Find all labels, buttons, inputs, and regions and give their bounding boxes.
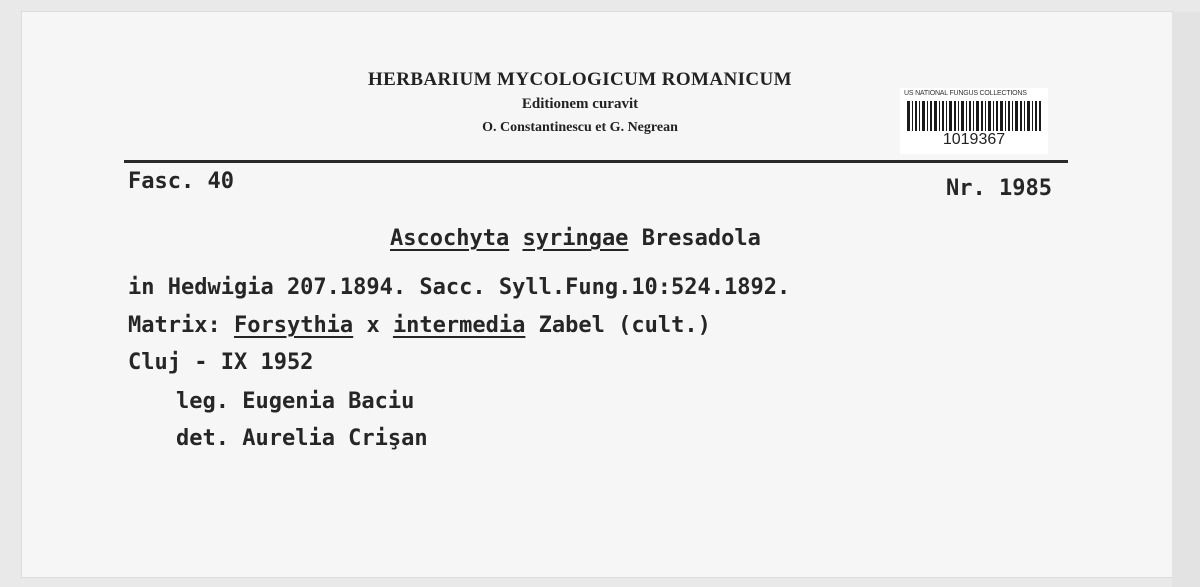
label-header <box>300 68 860 140</box>
matrix-cross: x <box>366 313 380 338</box>
herbarium-title: HERBARIUM MYCOLOGICUM ROMANICUM <box>367 69 793 90</box>
exsiccata-number: Nr. 1985 <box>946 176 1052 201</box>
taxon-epithet: syringae <box>522 226 629 251</box>
matrix-line <box>128 312 711 340</box>
matrix-genus: Forsythia <box>233 313 354 338</box>
determinavit-line: det. Aurelia Crişan <box>176 426 428 451</box>
taxon-author: Bresadola <box>641 226 761 251</box>
taxon-genus: Ascochyta <box>390 226 510 251</box>
citation-line: in Hedwigia 207.1894. Sacc. Syll.Fung.10:524.1892. <box>128 275 791 300</box>
taxon-name <box>390 225 761 253</box>
matrix-prefix: Matrix: <box>128 313 221 338</box>
barcode-number: 1019367 <box>942 131 1006 148</box>
header-divider <box>124 160 1068 163</box>
matrix-epithet: intermedia <box>392 313 526 338</box>
locality-date-line: Cluj - IX 1952 <box>128 350 314 375</box>
barcode-collection-label: US NATIONAL FUNGUS COLLECTIONS <box>904 90 1027 97</box>
editionem-line: Editionem curavit <box>521 96 639 112</box>
fascicle-number: Fasc. 40 <box>128 169 234 194</box>
matrix-rest: Zabel (cult.) <box>538 313 711 338</box>
barcode-icon <box>907 101 1041 131</box>
legit-line: leg. Eugenia Baciu <box>176 389 415 414</box>
card-edge-shadow <box>1172 12 1200 587</box>
editors-line: O. Constantinescu et G. Negrean <box>482 120 678 135</box>
